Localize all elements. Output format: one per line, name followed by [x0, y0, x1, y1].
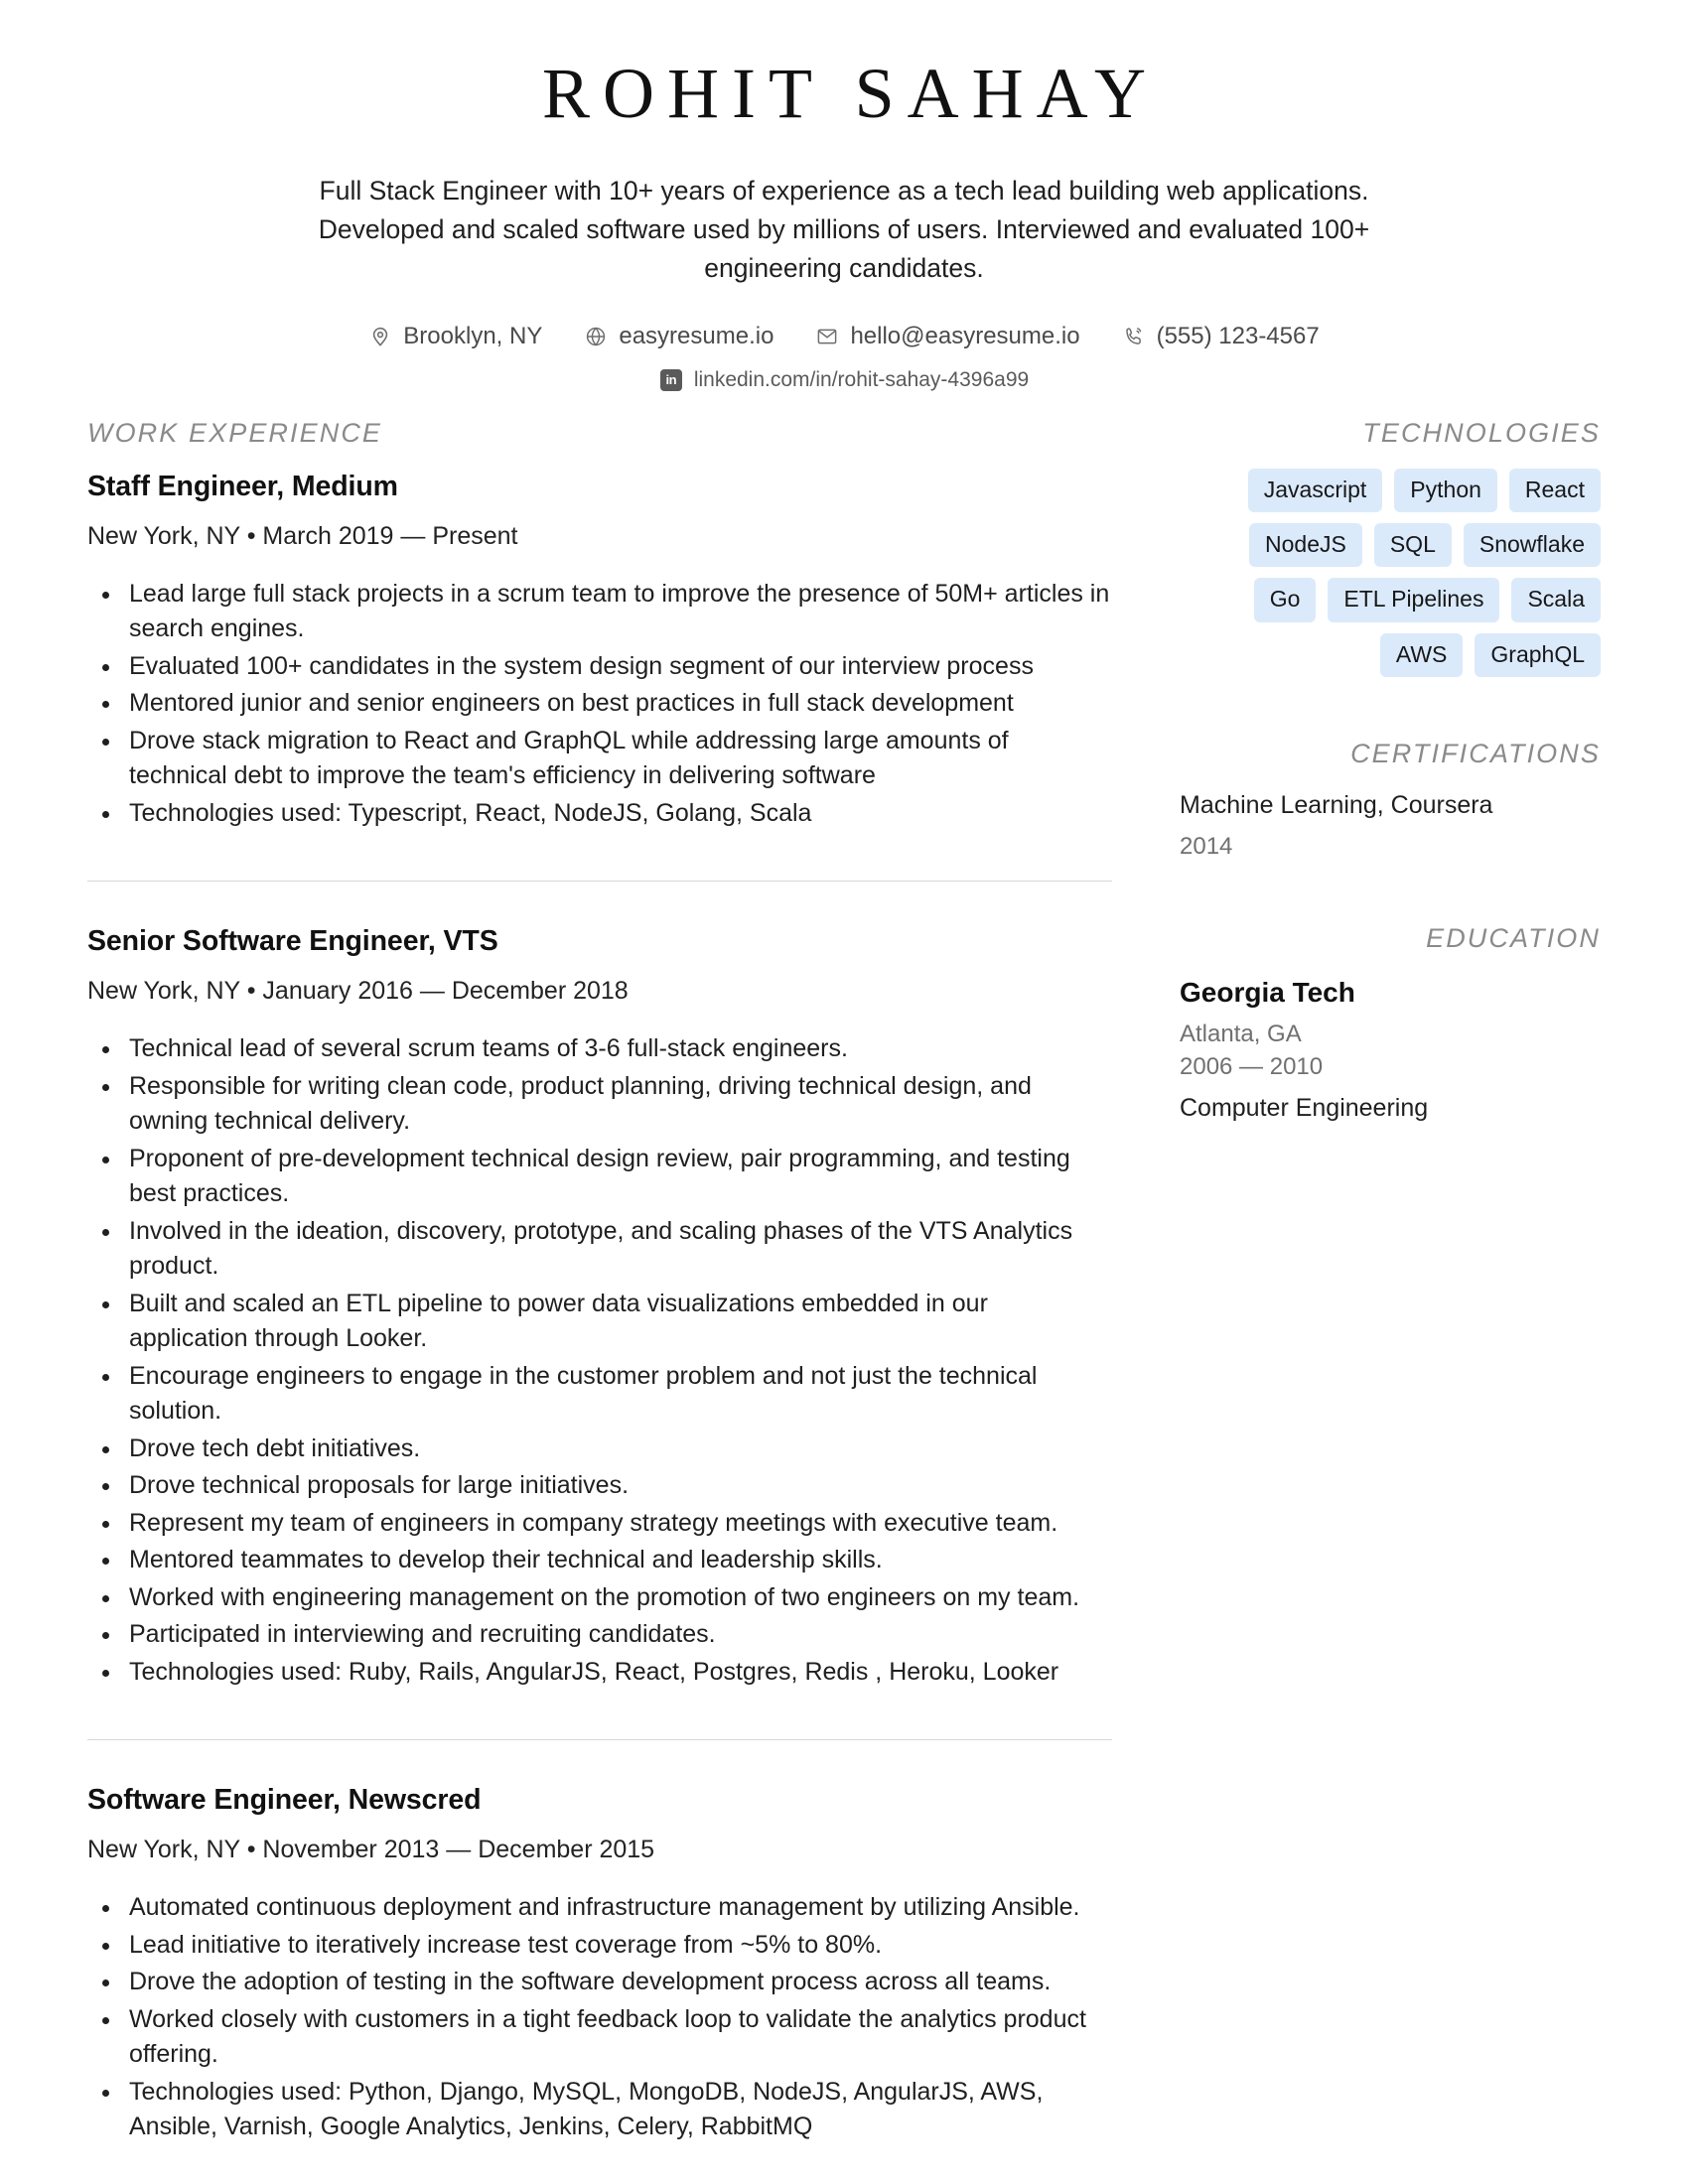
job-title: Staff Engineer, Medium — [87, 470, 398, 502]
technology-chip: GraphQL — [1475, 633, 1601, 677]
contact-email[interactable] — [794, 322, 1100, 349]
technology-chip: NodeJS — [1249, 523, 1362, 567]
certification-entry — [1180, 789, 1601, 861]
technology-chip: ETL Pipelines — [1328, 578, 1499, 621]
contact-row-secondary — [87, 368, 1601, 392]
section-title-work-experience: WORK EXPERIENCE — [87, 417, 383, 448]
contact-location-text: Brooklyn, NY — [403, 322, 543, 349]
job-bullet: Technologies used: Ruby, Rails, AngularJS, React, Postgres, Redis , Heroku, Looker — [129, 1655, 1112, 1691]
job-bullet: Technologies used: Typescript, React, NodeJS, Golang, Scala — [129, 796, 1112, 832]
contact-phone[interactable] — [1101, 322, 1340, 349]
job-bullet: Mentored junior and senior engineers on best practices in full stack development — [129, 686, 1112, 722]
technology-chip: Scala — [1511, 578, 1601, 621]
job-bullet: Lead large full stack projects in a scrum team to improve the presence of 50M+ articles in search engines. — [129, 577, 1112, 647]
contact-website-text: easyresume.io — [619, 322, 774, 349]
job-meta: New York, NY • November 2013 — December 2015 — [87, 1836, 655, 1864]
job-bullet: Represent my team of engineers in company strategy meetings with executive team. — [129, 1506, 1112, 1542]
job-bullet: Responsible for writing clean code, product planning, driving technical design, and owning technical delivery. — [129, 1069, 1112, 1140]
main-column — [87, 418, 1170, 2151]
technology-chip: AWS — [1380, 633, 1464, 677]
job-bullet: Technical lead of several scrum teams of 3-6 full-stack engineers. — [129, 1031, 1112, 1067]
linkedin-badge-text: in — [660, 369, 682, 391]
page-title: ROHIT SAHAY — [541, 54, 1160, 133]
job-bullet-list — [87, 1031, 1112, 1690]
contact-linkedin-text: linkedin.com/in/rohit-sahay-4396a99 — [693, 368, 1030, 392]
job-meta: New York, NY • March 2019 — Present — [87, 521, 518, 550]
globe-icon — [584, 325, 608, 348]
contact-website[interactable] — [563, 322, 794, 349]
job-bullet: Built and scaled an ETL pipeline to power data visualizations embedded in our application through Looker. — [129, 1287, 1112, 1357]
contact-phone-text: (555) 123-4567 — [1156, 322, 1320, 349]
contact-location[interactable] — [348, 322, 563, 349]
professional-summary: Full Stack Engineer with 10+ years of experience as a tech lead building web applications. Developed and scaled software used by millions of users. Interviewed and evaluated 100+ engineering candidates. — [318, 175, 1370, 284]
resume-body — [87, 418, 1601, 2151]
job-bullet-list — [87, 1890, 1112, 2145]
technology-chip: Javascript — [1248, 469, 1383, 512]
job-bullet: Drove technical proposals for large initiatives. — [129, 1468, 1112, 1504]
job-bullet: Lead initiative to iteratively increase test coverage from ~5% to 80%. — [129, 1928, 1112, 1964]
technology-chip: SQL — [1374, 523, 1452, 567]
job-meta: New York, NY • January 2016 — December 2018 — [87, 977, 629, 1006]
certifications-block — [1180, 739, 1601, 861]
job-title: Software Engineer, Newscred — [87, 1784, 482, 1817]
job-bullet: Drove the adoption of testing in the software development process across all teams. — [129, 1965, 1112, 2000]
education-degree: Computer Engineering — [1180, 1094, 1429, 1123]
job-bullet: Encourage engineers to engage in the customer problem and not just the technical solution. — [129, 1359, 1112, 1430]
section-title-education: EDUCATION — [1426, 922, 1601, 953]
contact-linkedin[interactable] — [638, 368, 1050, 392]
section-title-technologies: TECHNOLOGIES — [1362, 417, 1601, 448]
technology-chip: Snowflake — [1464, 523, 1601, 567]
job-entry — [87, 471, 1112, 838]
job-bullet: Worked closely with customers in a tight feedback loop to validate the analytics product offering. — [129, 2002, 1112, 2073]
job-bullet: Participated in interviewing and recruiting candidates. — [129, 1617, 1112, 1653]
job-entry — [87, 1784, 1112, 2151]
job-bullet: Worked with engineering management on the promotion of two engineers on my team. — [129, 1580, 1112, 1616]
job-bullet: Proponent of pre-development technical design review, pair programming, and testing best practices. — [129, 1142, 1112, 1212]
contact-row — [87, 322, 1601, 349]
job-bullet: Technologies used: Python, Django, MySQL, MongoDB, NodeJS, AngularJS, AWS, Ansible, Varnish, Google Analytics, Jenkins, Celery, RabbitMQ — [129, 2075, 1112, 2145]
job-divider — [87, 1739, 1112, 1740]
job-bullet: Drove tech debt initiatives. — [129, 1432, 1112, 1467]
job-bullet: Involved in the ideation, discovery, prototype, and scaling phases of the VTS Analytics product. — [129, 1214, 1112, 1285]
contact-email-text: hello@easyresume.io — [850, 322, 1080, 349]
job-bullet: Drove stack migration to React and GraphQL while addressing large amounts of technical debt to improve the team's efficiency in delivering software — [129, 724, 1112, 794]
technology-chip: Python — [1394, 469, 1497, 512]
certification-name: Machine Learning, Coursera — [1180, 791, 1493, 820]
linkedin-icon — [659, 368, 683, 392]
phone-icon — [1122, 325, 1146, 348]
education-years: 2006 — 2010 — [1180, 1053, 1324, 1081]
job-title: Senior Software Engineer, VTS — [87, 925, 498, 958]
job-bullet: Evaluated 100+ candidates in the system design segment of our interview process — [129, 649, 1112, 685]
technologies-chip-list — [1180, 469, 1601, 678]
job-bullet: Automated continuous deployment and infrastructure management by utilizing Ansible. — [129, 1890, 1112, 1926]
technology-chip: Go — [1254, 578, 1317, 621]
education-entry — [1180, 974, 1601, 1125]
resume-header — [87, 0, 1601, 392]
technology-chip: React — [1509, 469, 1601, 512]
job-bullet-list — [87, 577, 1112, 832]
education-location: Atlanta, GA — [1180, 1021, 1302, 1048]
location-pin-icon — [368, 325, 392, 348]
education-block — [1180, 923, 1601, 1125]
envelope-icon — [815, 325, 839, 348]
job-bullet: Mentored teammates to develop their technical and leadership skills. — [129, 1543, 1112, 1578]
certification-year: 2014 — [1180, 832, 1233, 860]
job-entry — [87, 925, 1112, 1696]
education-school: Georgia Tech — [1180, 976, 1355, 1008]
sidebar-column — [1170, 418, 1601, 1125]
section-title-certifications: CERTIFICATIONS — [1350, 739, 1601, 769]
job-divider — [87, 881, 1112, 882]
